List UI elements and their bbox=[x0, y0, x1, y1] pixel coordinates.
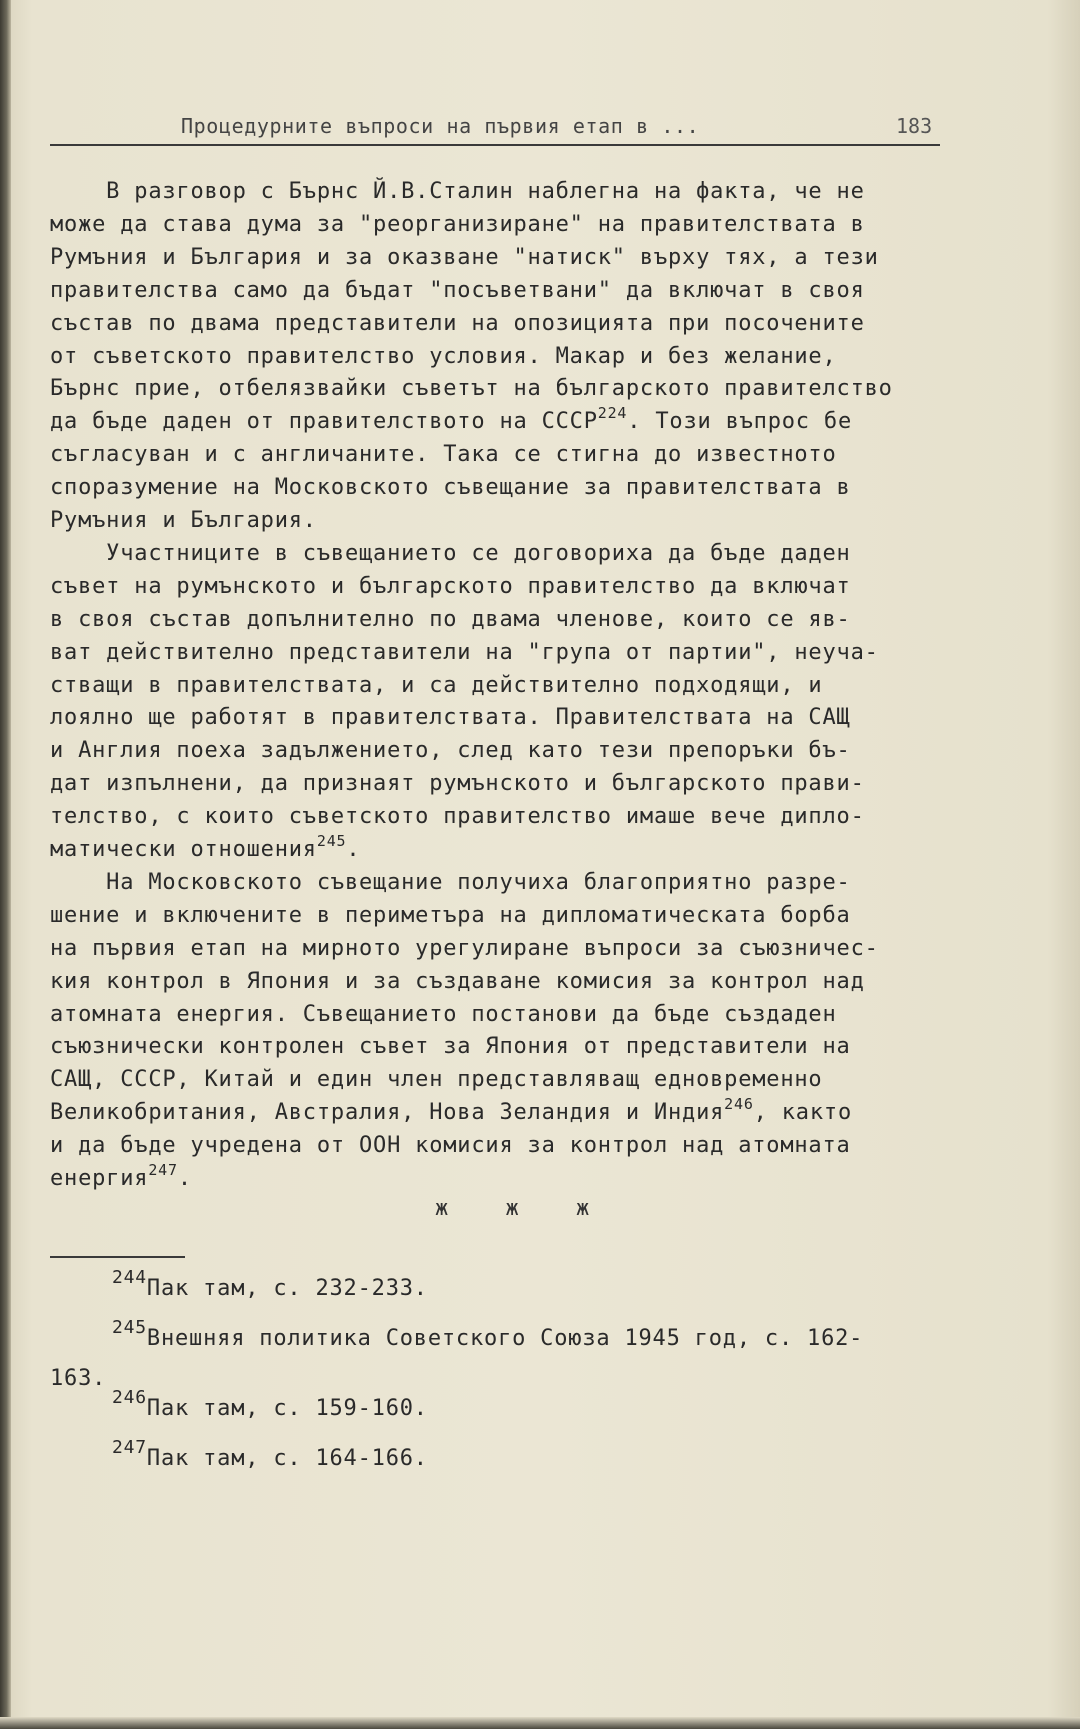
text-line bbox=[50, 1064, 822, 1096]
text-line bbox=[50, 406, 852, 438]
text-line-tail: . Този въпрос бе bbox=[627, 409, 852, 435]
text-line-content: в своя състав допълнително по двама членове, които се яв- bbox=[50, 606, 851, 632]
text-line bbox=[50, 1130, 851, 1162]
footnote-continuation: 163. bbox=[50, 1366, 107, 1391]
text-line bbox=[50, 571, 851, 603]
running-header bbox=[50, 110, 940, 146]
text-line bbox=[50, 637, 879, 669]
text-line-content: лоялно ще работят в правителствата. Правителствата на САЩ bbox=[50, 705, 851, 731]
text-line-content: съгласуван и с англичаните. Така се стигна до известното bbox=[50, 442, 837, 468]
text-line bbox=[50, 999, 837, 1031]
footnote bbox=[112, 1267, 428, 1301]
text-line bbox=[50, 1031, 851, 1063]
text-line-content: споразумение на Московското съвещание за правителствата в bbox=[50, 475, 851, 501]
running-header-title: Процедурните въпроси на първия етап в ... bbox=[181, 114, 700, 138]
text-line-tail: . bbox=[346, 837, 361, 862]
text-line bbox=[50, 867, 851, 899]
footnote-reference: 247 bbox=[148, 1161, 178, 1179]
text-line bbox=[50, 505, 317, 537]
text-line bbox=[50, 834, 360, 866]
text-line bbox=[50, 702, 851, 734]
text-line-content: енергия bbox=[50, 1166, 149, 1191]
footnote-reference: 245 bbox=[316, 832, 347, 850]
page-bottom-edge bbox=[0, 1717, 1080, 1729]
text-line-content: Участниците в съвещанието се договориха да бъде даден bbox=[50, 540, 851, 566]
text-line-content: матически отношения bbox=[50, 837, 317, 862]
text-line bbox=[50, 801, 865, 833]
text-line bbox=[50, 472, 851, 504]
text-line bbox=[50, 1097, 852, 1129]
text-line-content: шение и включените в периметъра на дипломатическата борба bbox=[50, 902, 851, 928]
text-line bbox=[50, 670, 822, 702]
footnote-text: Пак там, с. 232-233. bbox=[146, 1276, 428, 1301]
text-line bbox=[50, 373, 893, 405]
text-line bbox=[50, 176, 865, 208]
text-line-content: Великобритания, Австралия, Нова Зеландия и Индия bbox=[50, 1100, 725, 1126]
footnote-rule bbox=[50, 1256, 185, 1258]
footnote-number: 244 bbox=[112, 1267, 147, 1288]
text-line-content: състав по двама представители на опозицията при посочените bbox=[50, 310, 865, 336]
page-number: 183 bbox=[896, 114, 933, 138]
text-line bbox=[50, 538, 851, 570]
footnote-text: Пак там, с. 159-160. bbox=[146, 1396, 428, 1421]
text-line-content: дат изпълнени, да признаят румънското и българското прави- bbox=[50, 771, 865, 797]
footnote-text: Внешняя политика Советского Союза 1945 год, с. 162- bbox=[146, 1326, 864, 1351]
section-separator: ж ж ж bbox=[435, 1196, 612, 1221]
text-line bbox=[50, 341, 837, 373]
text-line-content: САЩ, СССР, Китай и един член представляващ едновременно bbox=[50, 1067, 823, 1093]
text-line-tail: . bbox=[177, 1166, 192, 1191]
text-line-content: съвет на румънското и българското правителство да включат bbox=[50, 573, 851, 599]
text-line bbox=[50, 933, 879, 965]
text-line-content: ват действително представители на "група от партии", неуча- bbox=[50, 639, 879, 665]
text-line bbox=[50, 1163, 192, 1195]
text-line-content: Бърнс прие, отбелязвайки съветът на българското правителство bbox=[50, 376, 893, 402]
text-line bbox=[50, 735, 851, 767]
text-line-content: Румъния и България. bbox=[50, 508, 317, 533]
text-line-content: стващи в правителствата, и са действително подходящи, и bbox=[50, 672, 823, 698]
text-line-content: Румъния и България и за оказване "натиск" върху тях, а тези bbox=[50, 244, 879, 270]
text-line-content: кия контрол в Япония и за създаване комисия за контрол над bbox=[50, 968, 865, 994]
text-line-content: и Англия поеха задължението, след като тези препоръки бъ- bbox=[50, 738, 851, 764]
footnote-reference: 246 bbox=[724, 1095, 754, 1114]
footnote-reference: 224 bbox=[597, 404, 628, 423]
text-line bbox=[50, 209, 865, 241]
text-line-content: може да става дума за "реорганизиране" на правителствата в bbox=[50, 211, 865, 237]
footnote-number: 246 bbox=[112, 1387, 147, 1408]
text-line-content: правителства само да бъдат "посъветвани" да включат в своя bbox=[50, 277, 865, 303]
text-line bbox=[50, 900, 851, 932]
text-line bbox=[50, 604, 851, 636]
footnote bbox=[112, 1387, 428, 1421]
book-binding-edge bbox=[0, 0, 11, 1729]
footnote bbox=[112, 1437, 428, 1471]
text-line-tail: , както bbox=[753, 1100, 852, 1126]
text-line-content: атомната енергия. Съвещанието постанови да бъде създаден bbox=[50, 1001, 837, 1027]
text-line-content: и да бъде учредена от ООН комисия за контрол над атомната bbox=[50, 1133, 851, 1159]
footnote-number: 245 bbox=[112, 1317, 147, 1338]
text-line-content: съюзнически контролен съвет за Япония от представители на bbox=[50, 1034, 851, 1060]
text-line bbox=[50, 308, 865, 340]
text-line bbox=[50, 768, 865, 800]
text-line bbox=[50, 966, 865, 998]
text-line-content: телство, с които съветското правителство имаше вече дипло- bbox=[50, 804, 865, 830]
text-line-content: да бъде даден от правителството на СССР bbox=[50, 409, 598, 435]
text-line bbox=[50, 242, 879, 274]
footnote bbox=[112, 1317, 864, 1351]
text-line-content: На Московското съвещание получиха благоприятно разре- bbox=[50, 869, 851, 895]
text-line bbox=[50, 439, 837, 471]
text-line-content: В разговор с Бърнс Й.В.Сталин наблегна на факта, че не bbox=[50, 179, 865, 204]
text-line-content: от съветското правителство условия. Макар и без желание, bbox=[50, 343, 837, 369]
text-line bbox=[50, 275, 865, 307]
footnote-number: 247 bbox=[112, 1437, 147, 1458]
text-line-content: на първия етап на мирното урегулиране въпроси за съюзничес- bbox=[50, 935, 879, 961]
footnote-text: Пак там, с. 164-166. bbox=[146, 1446, 428, 1471]
